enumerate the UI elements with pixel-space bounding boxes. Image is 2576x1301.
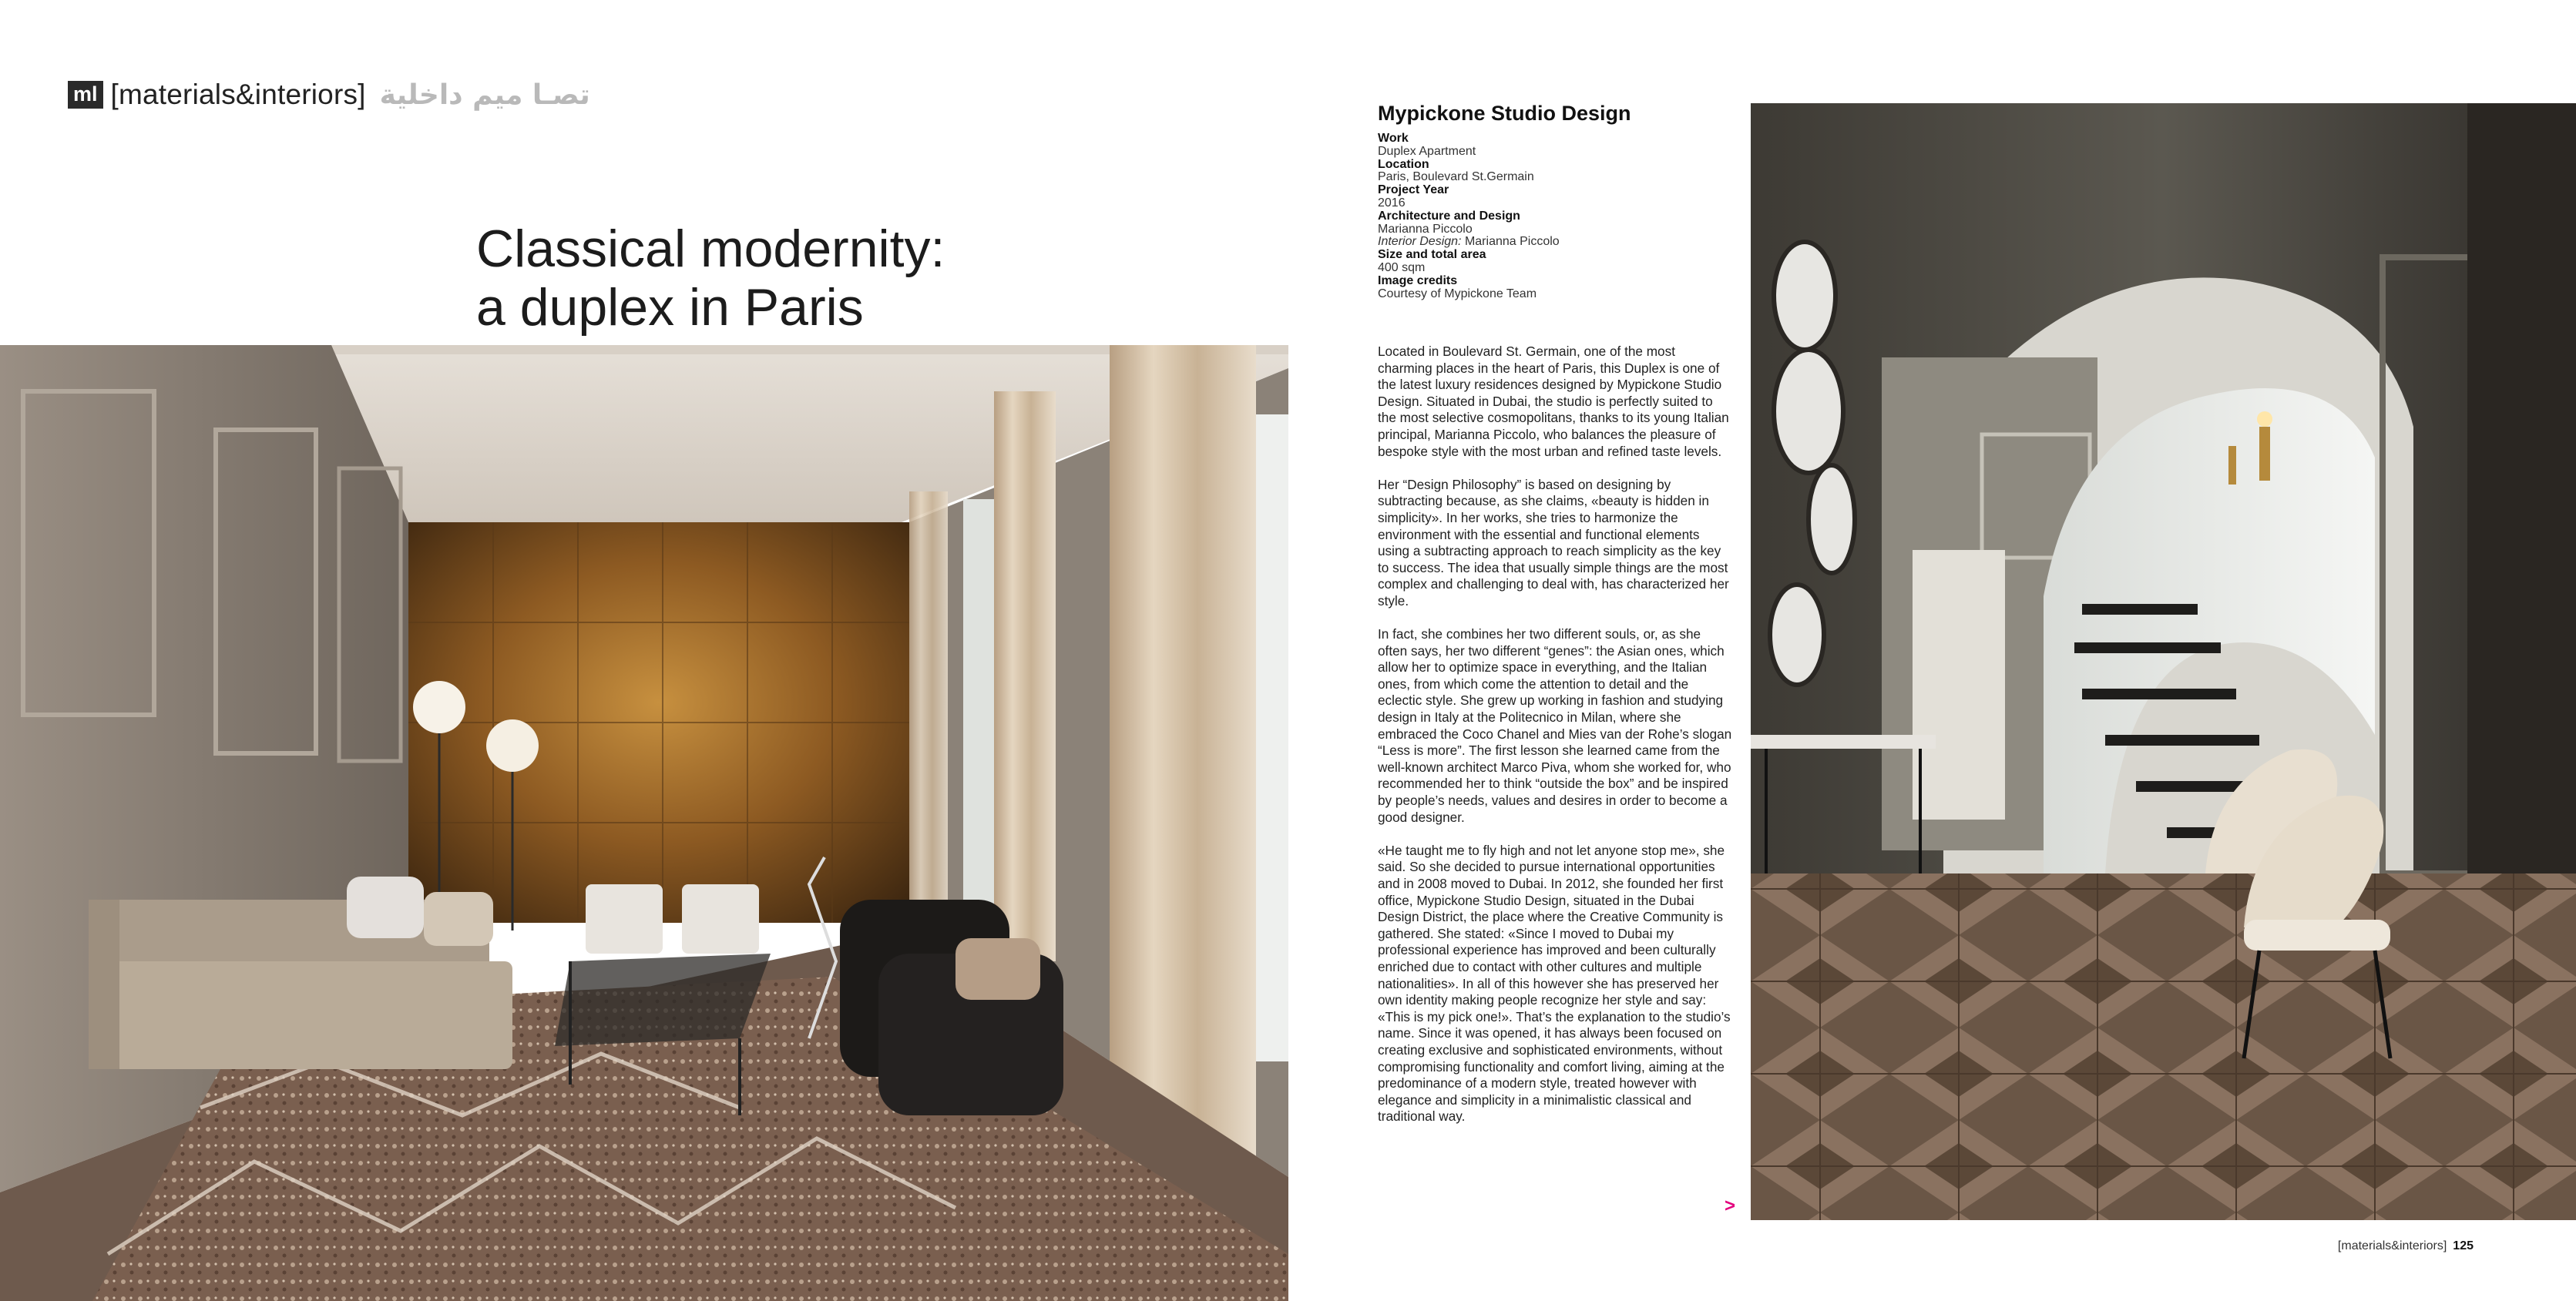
logo-arabic: تصـا ميم داخلية — [379, 79, 590, 111]
architecture-value: Marianna Piccolo — [1378, 222, 1473, 236]
title-line-2: a duplex in Paris — [476, 278, 864, 337]
magazine-logo — [68, 77, 590, 112]
body-paragraph-2: Her “Design Philosophy” is based on designing by subtracting because, as she claims, «beauty is hidden in simplicity». In her works, she tries to harmonize the environment with the essential and functional elements using a subtracting approach to reach simplicity as the key to success. The idea that usually simple things are the most complex and challenging to deal with, has characterized her style. — [1378, 476, 1729, 609]
page-number: 125 — [2453, 1239, 2474, 1252]
logo-mark: ml — [68, 81, 103, 109]
work-label: Work — [1378, 132, 1409, 145]
year-value: 2016 — [1378, 196, 1406, 210]
article-body — [1378, 344, 1732, 1142]
interior-line — [1378, 236, 1686, 249]
image-credits-label: Image credits — [1378, 273, 1458, 287]
body-paragraph-1: Located in Boulevard St. Germain, one of the most charming places in the heart of Paris, this Duplex is one of the latest luxury residences designed by Mypickone Studio Design. Situated in Dubai, the studio is perfectly suited to the most selective cosmopolitans, thanks to its young Italian principal, Marianna Piccolo, who balances the pleasure of bespoke style with the most urban and refined taste levels. — [1378, 344, 1729, 459]
logo-text: [materials&interiors] — [110, 79, 366, 110]
size-label: Size and total area — [1378, 248, 1486, 262]
location-value: Paris, Boulevard St.Germain — [1378, 170, 1534, 184]
studio-name: Mypickone Studio Design — [1378, 102, 1631, 125]
location-label: Location — [1378, 157, 1429, 171]
project-credits — [1378, 132, 1686, 300]
interior-value: Marianna Piccolo — [1464, 235, 1560, 249]
title-line-1: Classical modernity: — [476, 220, 945, 278]
interior-label: Interior Design: — [1378, 235, 1462, 249]
image-credits-value: Courtesy of Mypickone Team — [1378, 287, 1537, 300]
page-folio — [2338, 1239, 2474, 1253]
body-paragraph-3: In fact, she combines her two different souls, or, as she often says, her two different “genes”: the Asian ones, which allow her to optimize space in everything, and the Italian ones, from which come the attention to detail and the eclectic style. She grew up working in fashion and studying design in Italy at the Politecnico in Milan, where she embraced the Coco Chanel and Mies van der Rohe’s slogan “Less is more”. The first lesson she learned came from the well-known architect Marco Piva, whom she worked for, who recommended her to think “outside the box” and be inspired by people’s needs, values and desires in order to become a good designer. — [1378, 626, 1732, 825]
staircase-photo — [1751, 103, 2576, 1220]
architecture-label: Architecture and Design — [1378, 209, 1520, 223]
folio-publication: [materials&interiors] — [2337, 1239, 2447, 1252]
body-paragraph-4: «He taught me to fly high and not let anyone stop me», she said. So she decided to pursue international opportunities and in 2008 moved to Dubai. In 2012, she founded her first office, Mypickone Studio Design, situated in the Dubai Design District, the place where the Creative Community is gathered. She stated: «Since I moved to Dubai my professional experience has improved and been culturally enriched due to contact with other cultures and multiple nationalities». In all of this however she has preserved her own identity making people recognize her style and say: «This is my pick one!». That’s the explanation to the studio’s name. Since it was opened, it has always been focused on creating exclusive and sophisticated environments, without compromising functionality and comfort living, aiming at the predominance of a modern style, treated however with elegance and simplicity in a minimalistic classical and traditional way. — [1378, 842, 1731, 1125]
work-value: Duplex Apartment — [1378, 144, 1476, 158]
living-room-photo — [0, 345, 1288, 1301]
article-title — [476, 220, 945, 337]
year-label: Project Year — [1378, 183, 1449, 197]
continue-arrow-icon: > — [1725, 1195, 1736, 1216]
size-value: 400 sqm — [1378, 260, 1426, 274]
